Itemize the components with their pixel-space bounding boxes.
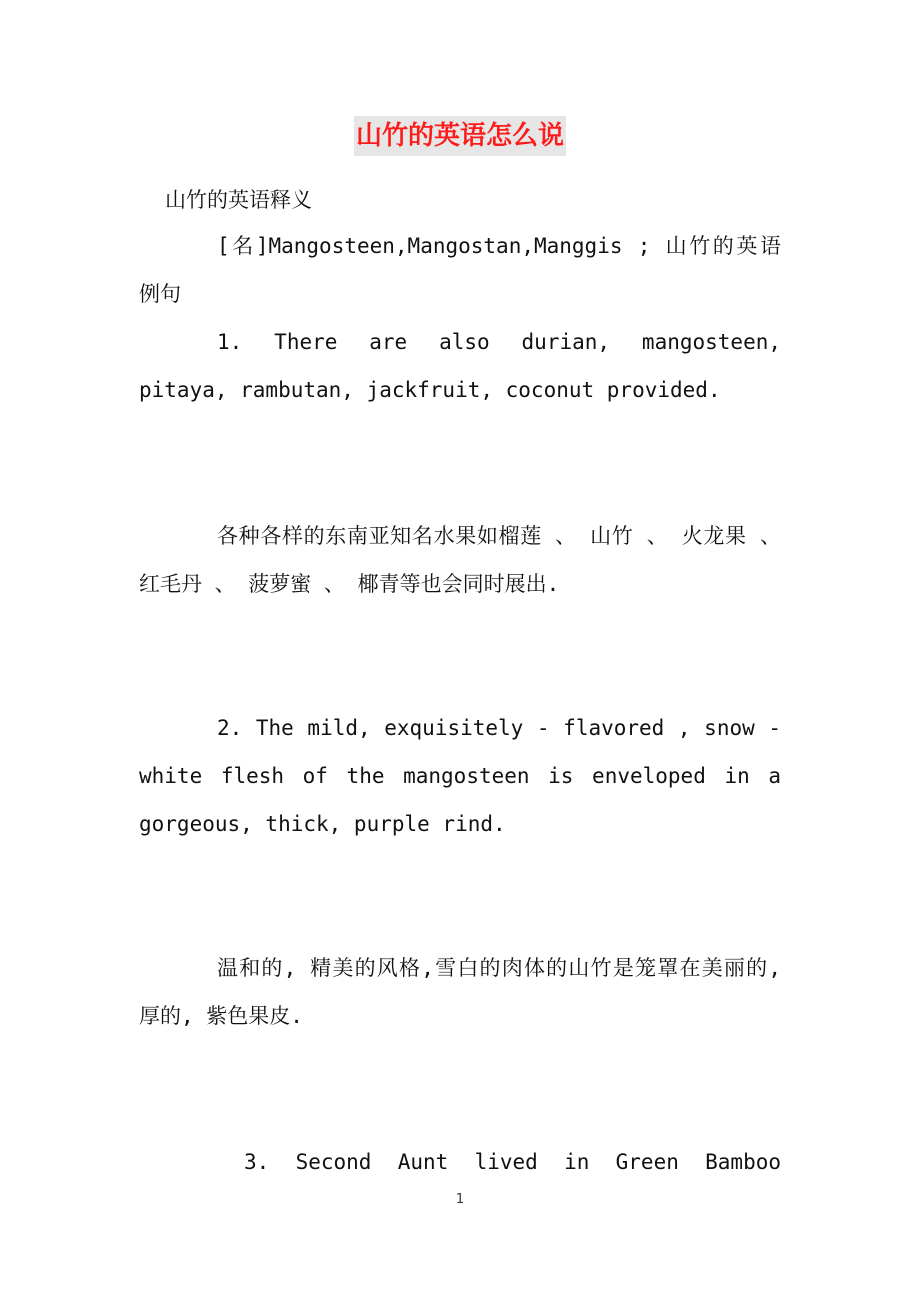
definition-heading: 山竹的英语释义: [165, 188, 312, 212]
example-1-chinese: 各种各样的东南亚知名水果如榴莲 、 山竹 、 火龙果 、 红毛丹 、 菠萝蜜 、 椰青等也会同时展出.: [139, 524, 781, 596]
example-3-english: 3. Second Aunt lived in Green Bamboo: [244, 1150, 781, 1174]
page-number: 1: [455, 1192, 465, 1207]
example-1-english: 1. There are also durian, mangosteen, pitaya, rambutan, jackfruit, coconut provided.: [139, 330, 781, 402]
example-2-chinese: 温和的, 精美的风格,雪白的肉体的山竹是笼罩在美丽的, 厚的, 紫色果皮.: [139, 956, 781, 1028]
category-line: [名]Mangosteen,Mangostan,Manggis ; 山竹的英语例句: [139, 234, 781, 306]
document-title: 山竹的英语怎么说: [354, 116, 566, 156]
example-2-english: 2. The mild, exquisitely - flavored , snow - white flesh of the mangosteen is enveloped in a gorgeous, thick, purple rind.: [139, 716, 781, 836]
document-title-block: [0, 116, 920, 156]
